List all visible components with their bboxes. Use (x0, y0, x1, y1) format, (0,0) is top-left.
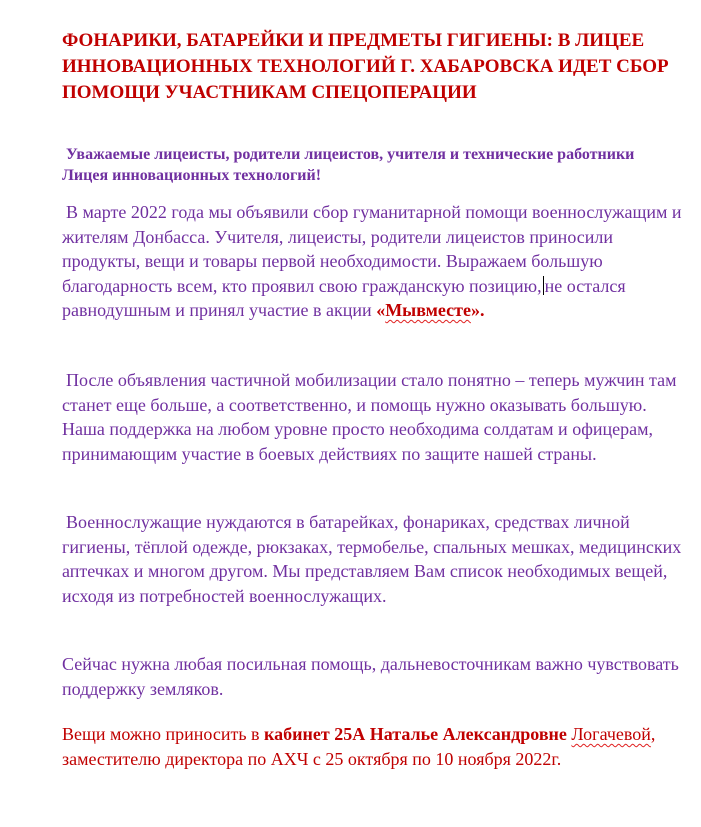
dropoff-location: кабинет 25А Наталье Александровне (264, 724, 567, 744)
paragraph-1-text-b: не остался равнодушным и принял участие в акции (62, 275, 626, 320)
dropoff-suffix: , заместителю директора по АХЧ с 25 октября по 10 ноября 2022г. (62, 724, 656, 769)
campaign-quote-close: ». (470, 300, 485, 320)
campaign-quote-open: « (376, 300, 386, 320)
campaign-name: Мывместе (385, 300, 471, 320)
paragraph-3: Военнослужащие нуждаются в батарейках, фонариках, средствах личной гигиены, тёплой одежде, рюкзаках, термобелье, спальных мешках, медицинских аптечках и многом другом. Мы представляем Вам список необходимых вещей, исходя из потребностей военнослужащих. (62, 512, 682, 606)
paragraph-2: После объявления частичной мобилизации стало понятно – теперь мужчин там станет еще больше, а соответственно, и помощь нужно оказывать большую. Наша поддержка на любом уровне просто необходима солдатам и офицерам, принимающим участие в боевых действиях по защите нашей страны. (62, 370, 677, 464)
paragraph-4: Сейчас нужна любая посильная помощь, дальневосточникам важно чувствовать поддержку земляков. (62, 654, 679, 699)
contact-surname: Логачевой (571, 724, 651, 744)
greeting: Уважаемые лицеисты, родители лицеистов, учителя и технические работники Лицея инновационных технологий! (62, 146, 635, 184)
paragraph-1-text-a: В марте 2022 года мы объявили сбор гуманитарной помощи военнослужащим и жителям Донбасса. Учителя, лицеисты, родители лицеистов приносили продукты, вещи и товары первой необходимости. Выражаем большую благодарность всем, кто проявил свою гражданскую позицию, (62, 202, 682, 296)
dropoff-prefix: Вещи можно приносить в (62, 724, 265, 744)
text-cursor (543, 276, 544, 295)
paragraph-1 (62, 200, 692, 323)
paragraph-5 (62, 722, 692, 771)
article-title: ФОНАРИКИ, БАТАРЕЙКИ И ПРЕДМЕТЫ ГИГИЕНЫ: В ЛИЦЕЕ ИННОВАЦИОННЫХ ТЕХНОЛОГИЙ Г. ХАБАРОВСКА ИДЕТ СБОР ПОМОЩИ УЧАСТНИКАМ СПЕЦОПЕРАЦИИ (62, 30, 669, 103)
